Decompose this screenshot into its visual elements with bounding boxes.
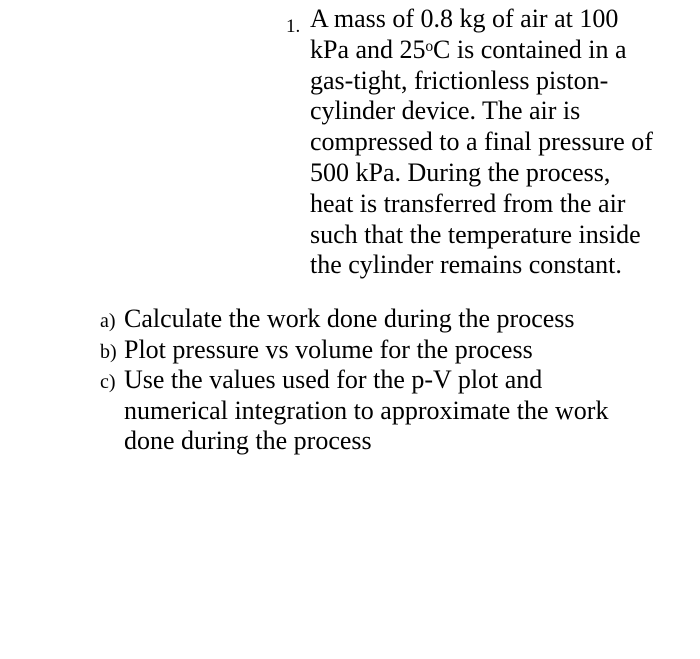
question-part-c [100, 365, 680, 457]
part-line: done during the process [124, 426, 372, 455]
problem-line: the cylinder remains constant. [310, 250, 622, 280]
problem-line: compressed to a final pressure of [310, 127, 653, 157]
part-line: numerical integration to approximate the work [124, 395, 609, 425]
part-marker: b) [100, 340, 117, 363]
part-line: Calculate the work done during the process [124, 304, 575, 333]
problem-line: gas-tight, frictionless piston- [310, 65, 609, 95]
problem-line: A mass of 0.8 kg of air at 100 [310, 4, 619, 33]
question-part-b [100, 335, 680, 366]
problem-line: heat is transferred from the air [310, 188, 626, 218]
problem-number: 1. [286, 16, 301, 37]
question-part-a [100, 304, 680, 335]
problem-line: cylinder device. The air is [310, 96, 581, 126]
part-line: Use the values used for the p-V plot and [124, 365, 543, 394]
part-text [124, 304, 680, 335]
part-text [124, 365, 680, 457]
problem-line: such that the temperature inside [310, 219, 641, 249]
problem-line: 500 kPa. During the process, [310, 157, 611, 187]
part-marker: a) [100, 310, 116, 332]
question-parts-list [100, 304, 680, 457]
part-text [124, 335, 680, 366]
part-line: Plot pressure vs volume for the process [124, 334, 533, 364]
problem-text [310, 4, 686, 281]
problem-line: kPa and 25ᵒC is contained in a [310, 34, 627, 64]
part-marker: c) [100, 371, 116, 393]
